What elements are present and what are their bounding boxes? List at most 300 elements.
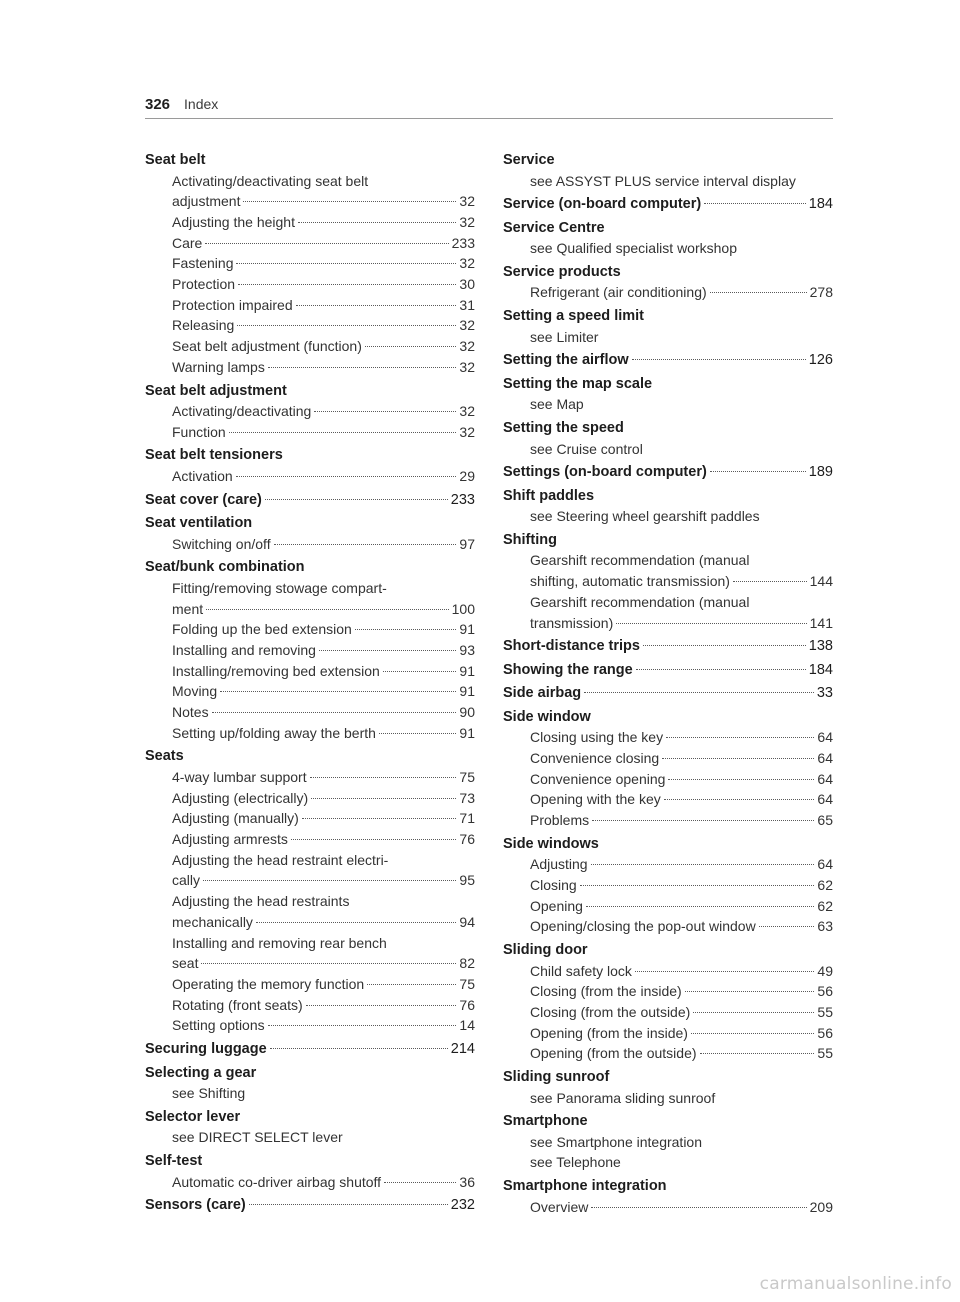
index-heading-label: Showing the range (503, 661, 633, 678)
page-reference: 93 (459, 641, 475, 658)
index-heading (503, 637, 833, 657)
index-heading-label: Sensors (care) (145, 1197, 246, 1214)
leader-dots (759, 926, 815, 927)
page-reference: 56 (817, 983, 833, 1000)
page-reference: 32 (459, 255, 475, 272)
index-entry (145, 1108, 475, 1148)
index-subentry-label: Child safety lock (530, 962, 632, 979)
page-reference: 232 (450, 1197, 475, 1214)
index-entry (503, 1068, 833, 1108)
index-subentry (503, 1197, 833, 1218)
index-subentry (145, 534, 475, 555)
index-subentry-label: shifting, automatic transmission) (530, 573, 730, 590)
leader-dots (636, 669, 806, 670)
page-reference: 209 (809, 1198, 833, 1215)
leader-dots (704, 203, 806, 204)
page-reference: 33 (816, 685, 833, 702)
index-subentry: see Shifting (172, 1085, 246, 1102)
leader-dots (298, 222, 456, 223)
page-reference: 55 (817, 1003, 833, 1020)
index-subentry: Gearshift recommendation (manual (530, 552, 750, 569)
index-subentry (145, 357, 475, 378)
page-reference: 64 (817, 749, 833, 766)
index-subentry-label: Opening (530, 897, 583, 914)
index-subentry-label: mechanically (172, 913, 253, 930)
index-subentry-label: Problems (530, 812, 590, 829)
index-subentry-label: 4-way lumbar support (172, 768, 307, 785)
leader-dots (206, 609, 449, 610)
leader-dots (220, 691, 456, 692)
index-subentry-label: Switching on/off (172, 535, 271, 552)
index-entry (503, 708, 833, 831)
index-subentry-label: Setting options (172, 1017, 265, 1034)
index-entry (503, 307, 833, 347)
index-heading: Service (503, 152, 555, 168)
index-entry (145, 382, 475, 443)
page-reference: 31 (459, 296, 475, 313)
index-entry (503, 419, 833, 459)
index-subentry-label: Opening (from the inside) (530, 1024, 688, 1041)
leader-dots (580, 885, 815, 886)
index-subentry-label: Rotating (front seats) (172, 996, 303, 1013)
index-subentry (145, 870, 475, 891)
index-heading: Seat belt adjustment (145, 382, 287, 399)
page-reference: 32 (459, 338, 475, 355)
leader-dots (229, 432, 457, 433)
page-reference: 32 (459, 358, 475, 375)
index-subentry (145, 974, 475, 995)
index-column-right (503, 151, 833, 1221)
index-heading (503, 195, 833, 215)
page-reference: 214 (450, 1041, 475, 1058)
index-subentry: see ASSYST PLUS service interval display (530, 172, 796, 189)
index-subentry-label: Folding up the bed extension (172, 621, 352, 638)
index-entry (503, 637, 833, 657)
index-entry (145, 446, 475, 486)
leader-dots (203, 880, 456, 881)
page-reference: 64 (817, 856, 833, 873)
index-subentry-label: Convenience closing (530, 749, 660, 766)
leader-dots (306, 1005, 457, 1006)
page-number: 326 (145, 96, 171, 113)
index-subentry: Fitting/removing stowage compart- (172, 579, 387, 596)
index-heading: Shift paddles (503, 487, 595, 504)
page-reference: 71 (459, 810, 475, 827)
index-subentry (145, 788, 475, 809)
page-reference: 75 (459, 976, 475, 992)
page-reference: 32 (459, 213, 475, 230)
index-subentry (145, 702, 475, 723)
page-reference: 29 (459, 467, 475, 484)
page-reference: 97 (459, 535, 475, 552)
page-reference: 32 (459, 317, 475, 334)
index-entry (503, 195, 833, 215)
index-heading: Seats (145, 748, 184, 765)
leader-dots (238, 284, 456, 285)
page-reference: 14 (459, 1017, 475, 1034)
page-reference: 91 (459, 621, 475, 638)
index-subentry-label: Protection (172, 276, 236, 293)
index-subentry (503, 854, 833, 875)
page-reference: 62 (817, 876, 833, 893)
index-subentry (145, 681, 475, 702)
index-subentry (145, 661, 475, 682)
index-subentry-label: Adjusting armrests (172, 831, 288, 848)
page-title: Index (184, 96, 219, 112)
leader-dots (733, 581, 807, 582)
page-reference: 95 (459, 872, 475, 889)
leader-dots (355, 629, 457, 630)
index-entry (503, 835, 833, 937)
index-subentry-label: Adjusting the height (172, 213, 295, 230)
leader-dots (249, 1204, 448, 1205)
index-heading: Seat ventilation (145, 515, 253, 532)
page-reference: 76 (459, 996, 475, 1013)
page-reference: 94 (459, 913, 475, 930)
leader-dots (383, 671, 457, 672)
leader-dots (291, 839, 456, 840)
index-entry (503, 661, 833, 681)
page-reference: 233 (451, 234, 475, 251)
leader-dots (236, 263, 456, 264)
index-subentry-label: Closing (from the inside) (530, 983, 682, 1000)
index-subentry: Activating/deactivating seat belt (172, 172, 369, 189)
index-entry (145, 151, 475, 378)
index-subentry (145, 336, 475, 357)
index-heading: Setting a speed limit (503, 308, 644, 325)
index-subentry (145, 829, 475, 850)
index-entry (503, 531, 833, 633)
index-subentry-label: Opening/closing the pop-out window (530, 918, 756, 935)
leader-dots (691, 1033, 814, 1034)
index-subentry (145, 466, 475, 487)
index-heading-label: Securing luggage (145, 1041, 267, 1058)
leader-dots (296, 305, 457, 306)
index-subentry (503, 748, 833, 769)
index-subentry: see Map (530, 396, 584, 413)
index-subentry-label: cally (172, 872, 201, 889)
index-subentry: see Panorama sliding sunroof (530, 1089, 716, 1106)
index-entry (503, 941, 833, 1064)
index-heading (503, 463, 833, 483)
page-reference: 90 (459, 704, 475, 721)
index-subentry (145, 401, 475, 422)
leader-dots (379, 733, 457, 734)
index-subentry (145, 1172, 475, 1193)
index-subentry-label: adjustment (172, 193, 241, 210)
index-subentry-label: Activation (172, 467, 233, 484)
page-reference: 82 (459, 955, 475, 972)
leader-dots (664, 799, 815, 800)
index-subentry (145, 640, 475, 661)
index-entry (145, 491, 475, 511)
index-subentry (145, 767, 475, 788)
index-heading-label: Setting the airflow (503, 352, 629, 369)
index-heading: Setting the speed (503, 420, 624, 437)
index-subentry-label: seat (172, 955, 199, 972)
page-reference: 91 (459, 724, 475, 741)
page-reference: 49 (817, 962, 833, 979)
index-subentry-label: Care (172, 234, 203, 251)
index-subentry-label: Convenience opening (530, 770, 666, 787)
index-subentry: Gearshift recommendation (manual (530, 593, 750, 610)
index-heading: Seat/bunk combination (145, 559, 305, 576)
page-reference: 64 (817, 729, 833, 746)
index-subentry (145, 212, 475, 233)
page-reference: 184 (808, 661, 833, 678)
index-subentry-label: Refrigerant (air conditioning) (530, 284, 707, 301)
index-subentry-label: Setting up/folding away the berth (172, 724, 376, 741)
index-subentry (503, 810, 833, 831)
index-subentry (145, 995, 475, 1016)
leader-dots (591, 864, 815, 865)
index-subentry-label: Operating the memory function (172, 976, 365, 992)
index-subentry-label: Automatic co-driver airbag shutoff (172, 1173, 382, 1190)
index-subentry (503, 1043, 833, 1064)
index-entry (503, 263, 833, 303)
page-reference: 32 (459, 403, 475, 420)
index-entry (145, 1040, 475, 1060)
index-heading: Service products (503, 263, 621, 280)
index-subentry (503, 875, 833, 896)
index-subentry-label: Moving (172, 683, 218, 700)
index-entry (503, 375, 833, 415)
page-reference: 55 (817, 1045, 833, 1062)
page-reference: 91 (459, 662, 475, 679)
watermark: carmanualsonline.info (759, 1274, 952, 1294)
leader-dots (212, 712, 457, 713)
index-subentry (503, 981, 833, 1002)
index-subentry: Installing and removing rear bench (172, 934, 387, 951)
page-reference: 189 (808, 464, 833, 481)
leader-dots (700, 1053, 815, 1054)
index-heading-label: Service (on-board computer) (503, 196, 702, 213)
index-subentry (145, 274, 475, 295)
index-subentry-label: Opening (from the outside) (530, 1045, 697, 1062)
index-subentry (145, 253, 475, 274)
leader-dots (592, 820, 814, 821)
index-subentry (503, 571, 833, 592)
index-entry (145, 1064, 475, 1104)
index-subentry-label: Protection impaired (172, 296, 293, 313)
index-subentry (503, 1023, 833, 1044)
page-reference: 64 (817, 770, 833, 787)
page-reference: 62 (817, 897, 833, 914)
index-subentry: see Qualified specialist workshop (530, 240, 737, 257)
index-subentry (145, 315, 475, 336)
leader-dots (243, 201, 456, 202)
index-subentry-label: Closing (from the outside) (530, 1003, 691, 1020)
page-reference: 36 (459, 1173, 475, 1190)
page-reference: 278 (809, 284, 833, 301)
index-subentry-label: Closing (530, 876, 577, 893)
page-reference: 64 (817, 791, 833, 808)
index-entry (503, 219, 833, 259)
index-entry (503, 463, 833, 483)
index-subentry (145, 619, 475, 640)
index-subentry-label: Warning lamps (172, 358, 265, 375)
index-subentry-label: Seat belt adjustment (function) (172, 338, 362, 355)
page-header (145, 96, 833, 119)
index-entry (503, 1112, 833, 1173)
leader-dots (236, 476, 457, 477)
leader-dots (319, 650, 456, 651)
page-reference: 32 (459, 423, 475, 440)
index-heading (145, 1040, 475, 1060)
leader-dots (693, 1012, 814, 1013)
page-reference: 76 (459, 831, 475, 848)
index-subentry (145, 723, 475, 744)
leader-dots (666, 737, 814, 738)
index-subentry (503, 282, 833, 303)
index-column-left (145, 151, 475, 1220)
index-subentry-label: Fastening (172, 255, 234, 272)
index-heading (503, 661, 833, 681)
leader-dots (274, 544, 457, 545)
page-reference: 138 (808, 638, 833, 655)
index-subentry-label: Function (172, 423, 226, 440)
index-heading-label: Short-distance trips (503, 638, 640, 655)
index-subentry (145, 191, 475, 212)
index-subentry: Adjusting the head restraints (172, 893, 350, 910)
leader-dots (314, 411, 456, 412)
page-reference: 184 (808, 196, 833, 213)
page-reference: 233 (450, 491, 475, 508)
index-subentry-label: Adjusting (manually) (172, 810, 299, 827)
page-reference: 75 (459, 768, 475, 785)
index-heading: Smartphone integration (503, 1178, 667, 1195)
page-reference: 32 (459, 193, 475, 210)
leader-dots (302, 818, 457, 819)
index-heading (503, 684, 833, 704)
index-heading: Sliding door (503, 942, 588, 959)
index-heading: Setting the map scale (503, 375, 653, 392)
leader-dots (237, 325, 456, 326)
index-heading-label: Side airbag (503, 685, 582, 702)
index-subentry: see Cruise control (530, 440, 643, 457)
index-subentry: see DIRECT SELECT lever (172, 1129, 343, 1146)
leader-dots (616, 623, 806, 624)
index-subentry (503, 789, 833, 810)
leader-dots (205, 243, 448, 244)
index-heading: Seat belt tensioners (145, 447, 283, 464)
index-subentry (145, 1015, 475, 1036)
page-reference: 73 (459, 789, 475, 806)
index-subentry: see Smartphone integration (530, 1133, 702, 1150)
leader-dots (584, 692, 814, 693)
index-heading: Selector lever (145, 1108, 241, 1125)
leader-dots (268, 367, 457, 368)
index-entry (145, 1152, 475, 1192)
index-subentry-label: Overview (530, 1198, 589, 1215)
index-subentry-label: Installing/removing bed extension (172, 662, 380, 679)
index-heading: Service Centre (503, 219, 605, 236)
index-subentry (503, 727, 833, 748)
leader-dots (310, 777, 457, 778)
index-subentry-label: Adjusting (electrically) (172, 789, 309, 806)
index-entry (145, 514, 475, 554)
index-subentry-label: Opening with the key (530, 791, 661, 808)
leader-dots (586, 906, 814, 907)
index-entry (503, 351, 833, 371)
index-subentry-label: Adjusting (530, 856, 588, 873)
index-subentry-label: Releasing (172, 317, 235, 334)
index-heading: Sliding sunroof (503, 1069, 610, 1086)
index-subentry-label: Activating/deactivating (172, 403, 312, 420)
index-entry (145, 1196, 475, 1216)
index-entry (145, 558, 475, 743)
leader-dots (662, 758, 814, 759)
index-subentry (145, 422, 475, 443)
page-reference: 144 (809, 573, 833, 590)
page-reference: 63 (817, 918, 833, 935)
page-reference: 91 (459, 683, 475, 700)
index-heading: Side window (503, 708, 591, 725)
leader-dots (643, 645, 806, 646)
index-entry (503, 1177, 833, 1217)
leader-dots (685, 991, 815, 992)
index-subentry-label: ment (172, 600, 204, 617)
page-reference: 126 (808, 352, 833, 369)
index-heading: Side windows (503, 835, 599, 852)
leader-dots (710, 292, 807, 293)
leader-dots (270, 1048, 448, 1049)
index-heading: Smartphone (503, 1113, 588, 1130)
index-subentry: see Telephone (530, 1154, 621, 1171)
index-subentry (503, 769, 833, 790)
leader-dots (365, 346, 457, 347)
index-heading-label: Seat cover (care) (145, 491, 262, 508)
index-subentry-label: transmission) (530, 614, 614, 631)
index-subentry (503, 916, 833, 937)
leader-dots (591, 1207, 806, 1208)
page-reference: 141 (809, 614, 833, 631)
index-subentry (145, 808, 475, 829)
page-reference: 30 (459, 276, 475, 293)
page-reference: 56 (817, 1024, 833, 1041)
index-heading-label: Settings (on-board computer) (503, 464, 707, 481)
index-subentry (145, 599, 475, 620)
leader-dots (632, 359, 806, 360)
index-subentry (145, 295, 475, 316)
leader-dots (668, 779, 814, 780)
index-subentry (503, 1002, 833, 1023)
index-entry (145, 747, 475, 1036)
index-subentry-label: Closing using the key (530, 729, 664, 746)
leader-dots (384, 1182, 456, 1183)
index-heading (145, 491, 475, 511)
leader-dots (268, 1025, 457, 1026)
index-subentry: see Steering wheel gearshift paddles (530, 508, 760, 525)
leader-dots (201, 963, 456, 964)
page-reference: 65 (817, 812, 833, 829)
leader-dots (311, 798, 456, 799)
index-heading: Shifting (503, 531, 557, 548)
index-subentry: Adjusting the head restraint electri- (172, 851, 389, 868)
index-subentry (503, 961, 833, 982)
index-entry (503, 487, 833, 527)
index-heading (145, 1196, 475, 1216)
index-heading: Seat belt (145, 152, 206, 168)
index-subentry (145, 233, 475, 254)
index-entry (503, 151, 833, 191)
index-subentry-label: Installing and removing (172, 641, 316, 658)
index-subentry (145, 912, 475, 933)
leader-dots (367, 984, 456, 985)
page-reference: 100 (451, 600, 475, 617)
index-heading: Self-test (145, 1153, 203, 1170)
index-entry (503, 684, 833, 704)
